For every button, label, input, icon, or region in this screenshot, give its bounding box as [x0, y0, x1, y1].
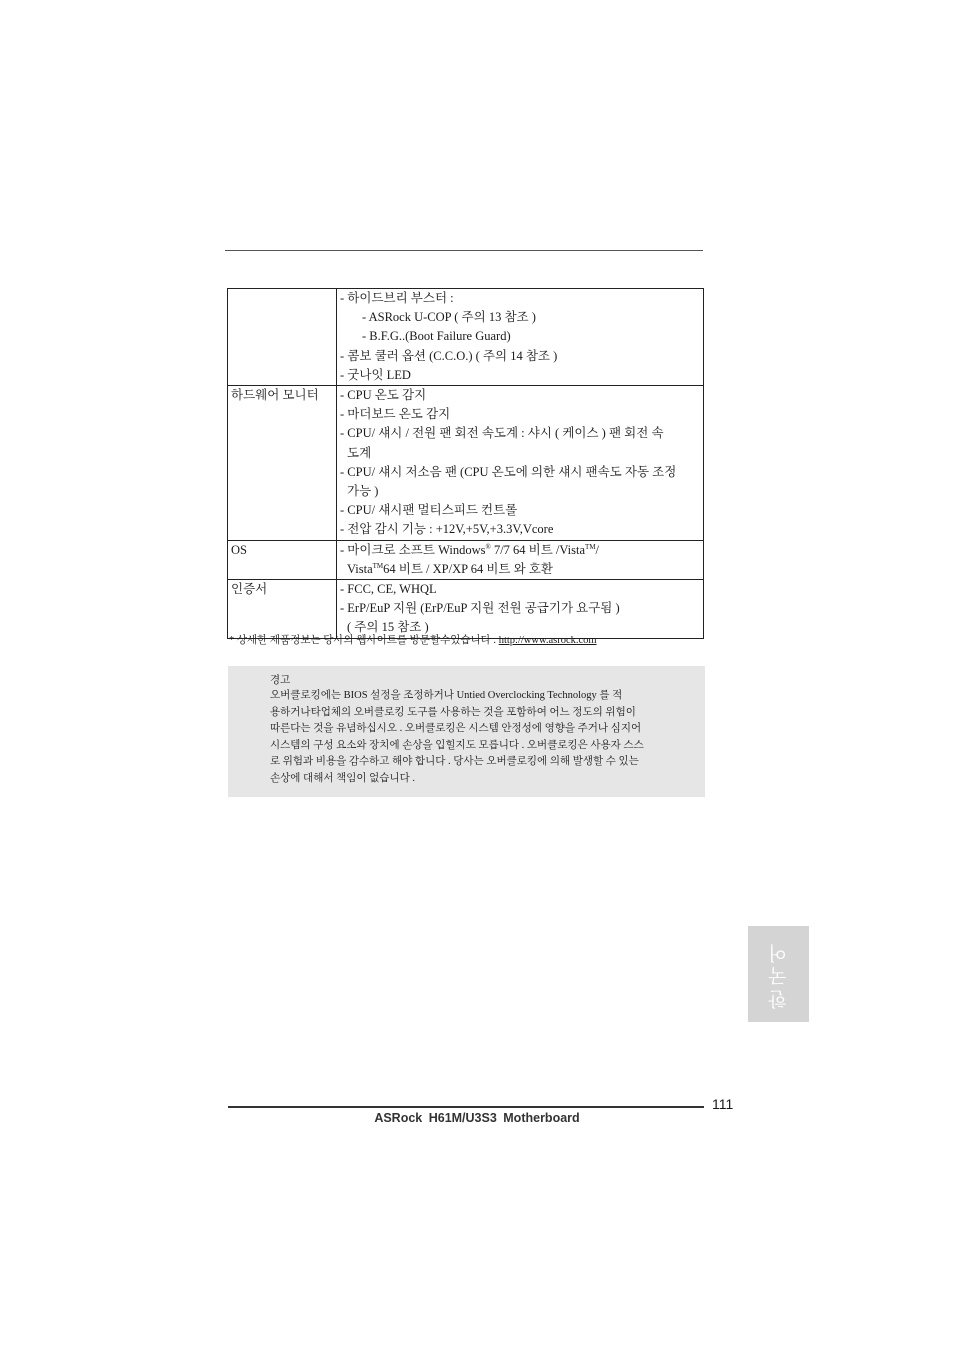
trademark-mark: TM	[372, 561, 384, 570]
spec-line: - 굿나잇 LED	[340, 367, 411, 382]
spec-line: - 전압 감시 기능 : +12V,+5V,+3.3V,Vcore	[340, 522, 554, 537]
spec-line: - 하이드브리 부스터 :	[340, 291, 454, 305]
footer-divider	[228, 1106, 704, 1108]
warning-body	[270, 688, 690, 788]
language-tab-label: 한국어	[768, 939, 790, 1009]
warning-box	[228, 666, 705, 797]
row-label: 인증서	[228, 580, 337, 639]
spec-line: - CPU/ 섀시팬 멀티스피드 컨트롤	[340, 503, 518, 518]
row-label: 하드웨어 모니터	[228, 386, 337, 541]
table-row	[228, 540, 704, 579]
spec-line: - ErP/EuP 지원 (ErP/EuP 지원 전원 공급기가 요구됨 )	[340, 601, 620, 616]
footnote-text: * 상세한 제품정보는 당사의 웹사이트를 방문할수있습니다 .	[229, 635, 497, 646]
page-number: 111	[712, 1096, 734, 1112]
row-content	[337, 289, 704, 386]
table-row	[228, 289, 704, 386]
spec-line: 가능 )	[347, 484, 379, 499]
spec-line: - B.F.G..(Boot Failure Guard)	[362, 329, 511, 344]
spec-line: Vista™64 비트 / XP/XP 64 비트 와 호환	[347, 561, 553, 576]
spec-line: - CPU/ 섀시 저소음 팬 (CPU 온도에 의한 섀시 팬속도 자동 조정	[340, 464, 677, 479]
row-content	[337, 540, 704, 579]
row-content	[337, 580, 704, 639]
footer-title: ASRock H61M/U3S3 Motherboard	[374, 1111, 580, 1125]
warning-line: 오버클로킹에는 BIOS 설정을 조정하거나 Untied Overclocking Technology 를 적	[270, 690, 623, 701]
table-row	[228, 386, 704, 541]
spec-line: ( 주의 15 참조 )	[347, 620, 429, 635]
spec-line: - 마이크로 소프트 Windows® 7/7 64 비트 /Vista™/	[340, 542, 600, 557]
row-content	[337, 386, 704, 541]
spec-table	[227, 288, 704, 639]
registered-mark: ®	[485, 542, 491, 551]
spec-line: - FCC, CE, WHQL	[340, 582, 437, 597]
footnote	[229, 632, 597, 647]
row-label	[228, 289, 337, 386]
warning-line: 시스템의 구성 요소와 장치에 손상을 입힐지도 모릅니다 . 오버클로킹은 사용자 스스	[270, 739, 644, 751]
row-label: OS	[228, 540, 337, 579]
top-divider	[225, 250, 703, 251]
spec-line: - CPU/ 섀시 / 전원 팬 회전 속도계 : 샤시 ( 케이스 ) 팬 회전 속	[340, 426, 664, 441]
website-link[interactable]: http://www.asrock.com	[498, 635, 597, 646]
warning-title: 경고	[270, 675, 291, 686]
warning-line: 로 위험과 비용을 감수하고 해야 합니다 . 당사는 오버클로킹에 의해 발생할 수 있는	[270, 756, 639, 768]
warning-line: 따른다는 것을 유념하십시오 . 오버클로킹은 시스템 안정성에 영향을 주거나 심지어	[270, 723, 642, 735]
language-tab	[748, 926, 809, 1022]
warning-line: 손상에 대해서 책임이 없습니다 .	[270, 772, 415, 784]
table-row	[228, 580, 704, 639]
spec-line: 도계	[347, 445, 372, 460]
spec-line: - 콤보 쿨러 옵션 (C.C.O.) ( 주의 14 참조 )	[340, 348, 558, 363]
spec-line: - 마더보드 온도 감지	[340, 407, 451, 422]
trademark-mark: TM	[585, 542, 596, 551]
spec-line: - ASRock U-COP ( 주의 13 참조 )	[362, 310, 536, 325]
warning-line: 용하거나타업체의 오버클로킹 도구를 사용하는 것을 포함하여 어느 정도의 위험이	[270, 706, 636, 718]
spec-line: - CPU 온도 감지	[340, 388, 427, 403]
